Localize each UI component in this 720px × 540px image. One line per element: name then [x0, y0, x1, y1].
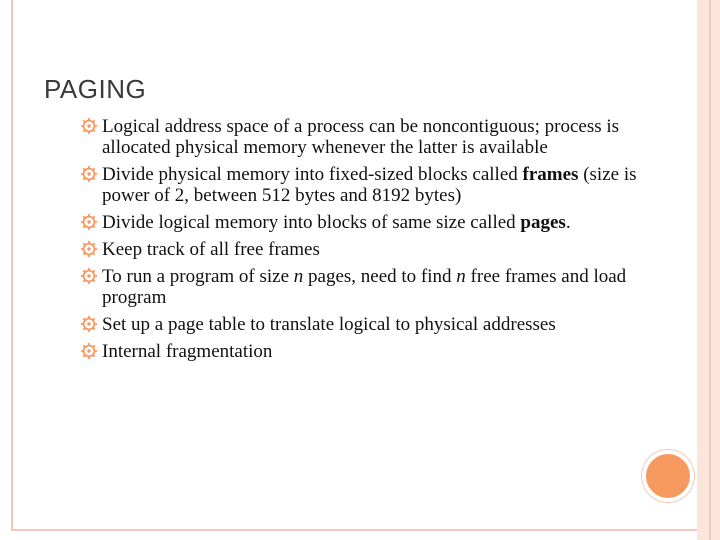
cogwheel-bullet-icon — [80, 240, 98, 258]
bullet-list — [80, 116, 640, 368]
bullet-item — [80, 341, 640, 362]
bullet-text-post: free frames and load program — [102, 266, 627, 308]
cogwheel-bullet-icon — [80, 315, 98, 333]
bullet-text-post: . — [565, 212, 571, 233]
cogwheel-bullet-icon — [80, 165, 98, 183]
cogwheel-bullet-icon — [80, 117, 98, 135]
bullet-text-post: (size is power of 2, between 512 bytes and 8192 bytes) — [102, 164, 637, 206]
bullet-text: Logical address space of a process can be noncontiguous; process is allocated physical memory whenever the latter is available — [102, 116, 620, 158]
bullet-text: Set up a page table to translate logical to physical addresses — [102, 314, 556, 335]
right-strip-line — [709, 0, 711, 540]
bullet-text-italic-n: n — [293, 266, 304, 287]
bullet-text: Keep track of all free frames — [102, 239, 320, 260]
cogwheel-bullet-icon — [80, 267, 98, 285]
bullet-text: Internal fragmentation — [102, 341, 273, 362]
cogwheel-bullet-icon — [80, 342, 98, 360]
cogwheel-bullet-icon — [80, 213, 98, 231]
bullet-text-bold: pages — [520, 212, 566, 233]
bullet-text-pre: Divide logical memory into blocks of same size called — [102, 212, 521, 233]
bullet-text-pre: To run a program of size — [102, 266, 294, 287]
bullet-item — [80, 116, 640, 158]
bullet-text-mid: pages, need to find — [303, 266, 457, 287]
bullet-text-pre: Divide physical memory into fixed-sized blocks called — [102, 164, 523, 185]
bullet-item — [80, 164, 640, 206]
bullet-item — [80, 239, 640, 260]
bullet-text-italic-n: n — [456, 266, 466, 287]
bullet-item — [80, 266, 640, 308]
bullet-item — [80, 314, 640, 335]
bullet-text-bold: frames — [522, 164, 579, 185]
slide-title: PAGING — [44, 74, 147, 104]
decorative-circle — [642, 450, 694, 502]
bullet-item — [80, 212, 640, 233]
